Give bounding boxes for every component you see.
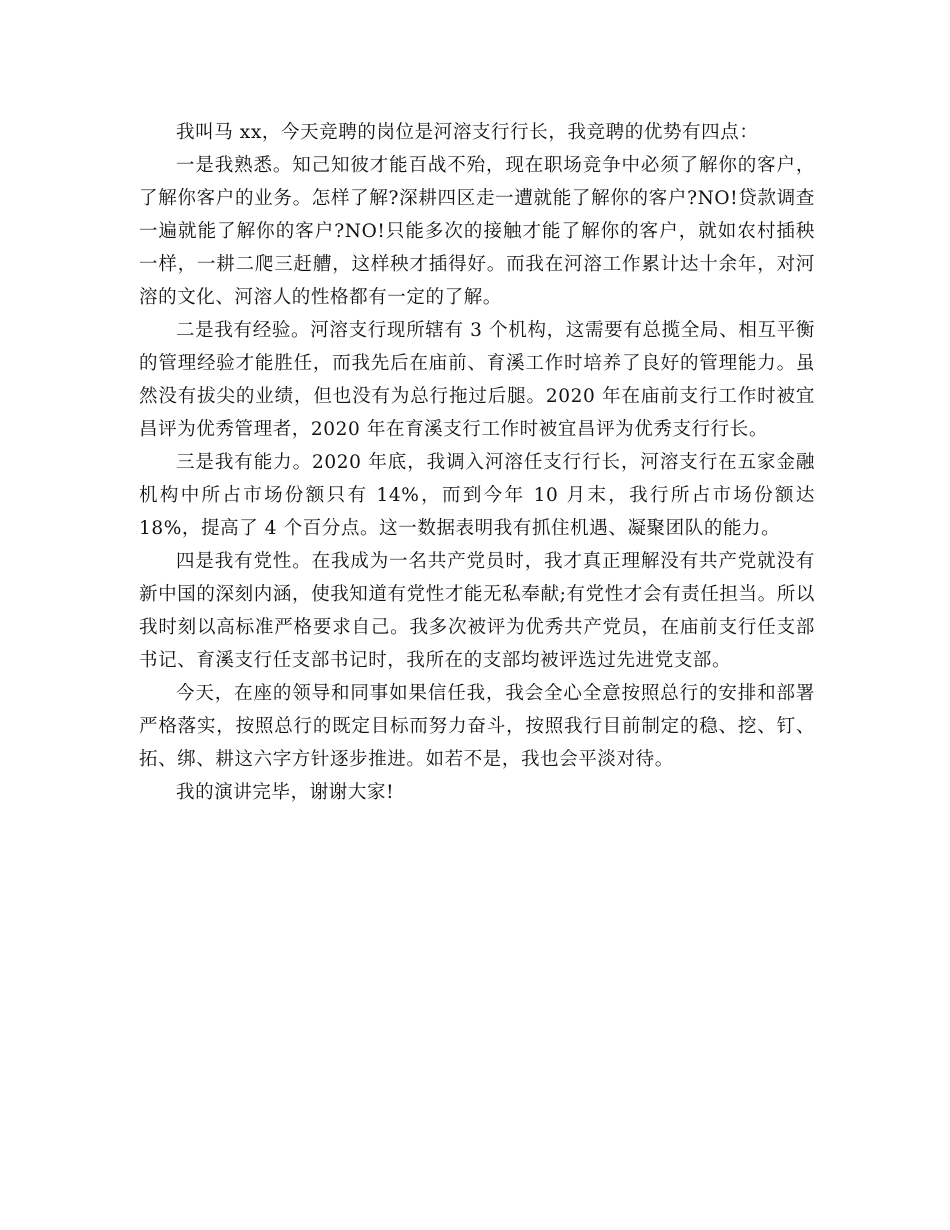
paragraph-closing: 我的演讲完毕，谢谢大家! [176,782,395,803]
paragraph-experience: 二是我有经验。河溶支行现所辖有 3 个机构，这需要有总揽全局、相互平衡的管理经验才能胜任，而我先后在庙前、育溪工作时培养了良好的管理能力。虽然没有拔尖的业绩，但也没有为总行拖过后腿。2020 年在庙前支行工作时被宜昌评为优秀管理者，2020 年在育溪支行工作时被宜昌评为优秀支行行长。 [139,320,815,440]
paragraph-party-spirit: 四是我有党性。在我成为一名共产党员时，我才真正理解没有共产党就没有新中国的深刻内涵，使我知道有党性才能无私奉献;有党性才会有责任担当。所以我时刻以高标准严格要求自己。我多次被评为优秀共产党员，在庙前支行任支部书记、育溪支行任支部书记时，我所在的支部均被评选过先进党支部。 [139,551,815,671]
paragraph-commitment: 今天，在座的领导和同事如果信任我，我会全心全意按照总行的安排和部署严格落实，按照总行的既定目标而努力奋斗，按照我行目前制定的稳、挖、钉、拓、绑、耕这六字方针逐步推进。如若不是，我也会平淡对待。 [139,683,815,770]
paragraph-intro: 我叫马 xx，今天竞聘的岗位是河溶支行行长，我竞聘的优势有四点： [176,122,759,143]
speech-body [139,116,815,809]
paragraph-familiarity: 一是我熟悉。知己知彼才能百战不殆，现在职场竞争中必须了解你的客户，了解你客户的业务。怎样了解?深耕四区走一遭就能了解你的客户?NO!贷款调查一遍就能了解你的客户?NO!只能多次的接触才能了解你的客户，就如农村插秧一样，一耕二爬三赶艚，这样秧才插得好。而我在河溶工作累计达十余年，对河溶的文化、河溶人的性格都有一定的了解。 [139,155,815,308]
paragraph-ability: 三是我有能力。2020 年底，我调入河溶任支行行长，河溶支行在五家金融机构中所占市场份额只有 14%，而到今年 10 月末，我行所占市场份额达 18%，提高了 4 个百分点。这一数据表明我有抓住机遇、凝聚团队的能力。 [139,452,815,539]
